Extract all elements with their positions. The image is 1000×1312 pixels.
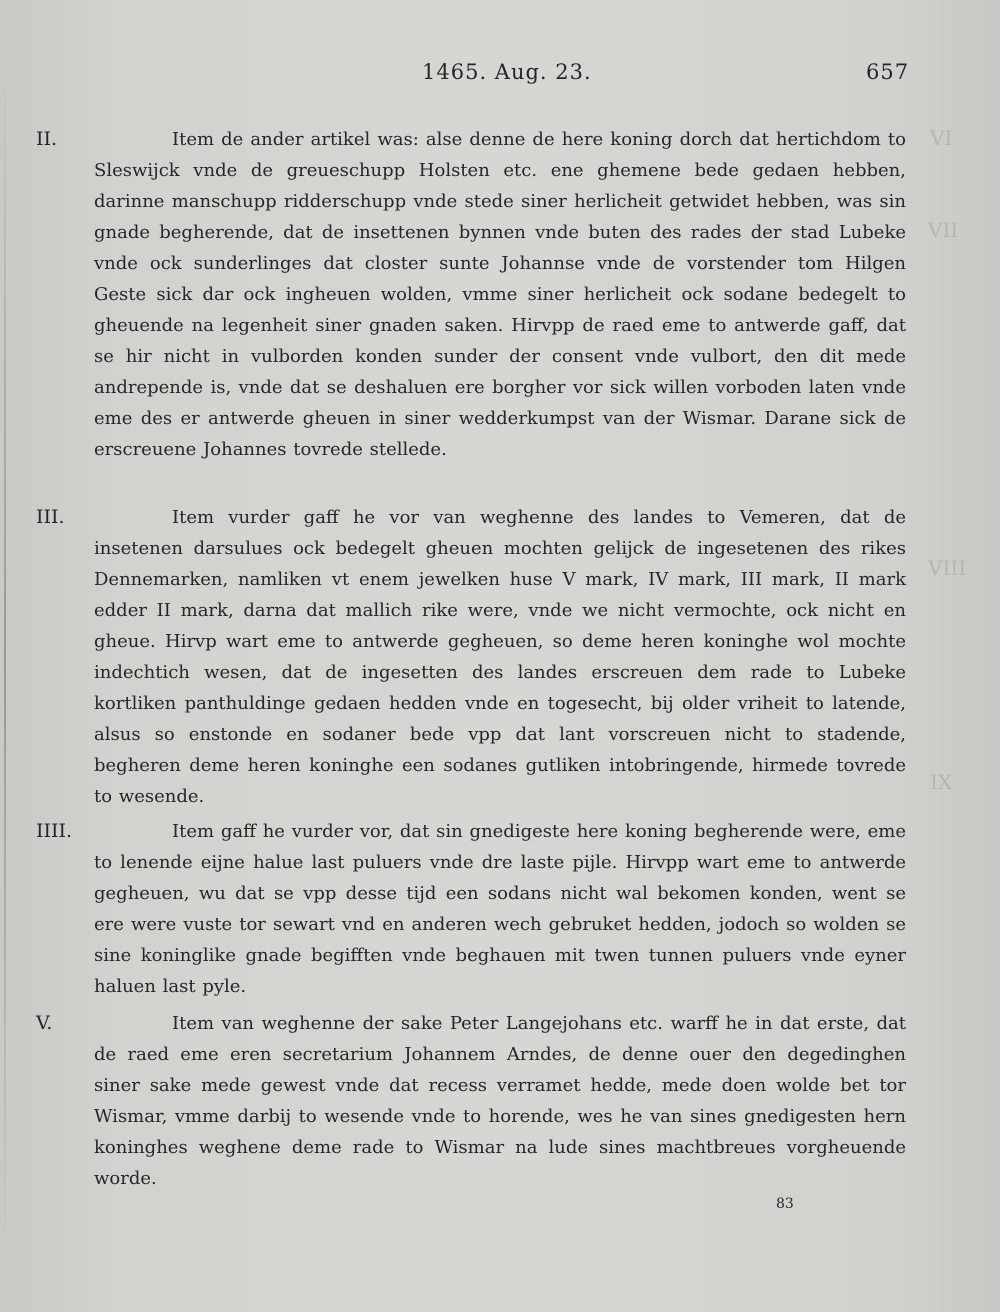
bleed-through-mark: VIII	[928, 556, 967, 580]
bleed-through-mark: VI	[930, 126, 953, 150]
section-text: Item vurder gaff he vor van weghenne des landes to Vemeren, dat de insetenen darsulues ock bedegelt gheuen mochten gelijck de ingesetenen des rikes Dennemarken, namliken vt enem jewelken huse V mark, IV mark, III mark, II mark edder II mark, darna dat mallich rike were, vnde we nicht vermochte, ock nicht en gheue. Hirvp wart eme to antwerde gegheuen, so deme heren koninghe wol mochte indechtich wesen, dat de ingesetten des landes erscreuen dem rade to Lubeke kortliken panthuldinge gedaen hedden vnde en togesecht, bij older vriheit to latende, alsus so enstonde en sodaner bede vpp dat lant vorscreuen nicht to stadende, begheren deme heren koninghe een sodanes gutliken intobringende, hirmede tovrede to wesende.	[94, 507, 906, 807]
section-numeral: II.	[36, 128, 58, 150]
bleed-through-mark: VII	[928, 218, 959, 242]
running-header	[0, 60, 1000, 90]
section-2	[36, 124, 906, 465]
signature-mark: 83	[776, 1196, 794, 1212]
section-numeral: V.	[36, 1012, 53, 1034]
page-number: 657	[866, 60, 910, 84]
section-5	[36, 1008, 906, 1194]
page-gutter-shadow	[4, 60, 6, 1260]
section-numeral: III.	[36, 506, 65, 528]
section-numeral: IIII.	[36, 820, 73, 842]
section-3	[36, 502, 906, 812]
section-text: Item gaff he vurder vor, dat sin gnedigeste here koning begherende were, eme to lenende eijne halue last puluers vnde dre laste pijle. Hirvpp wart eme to antwerde gegheuen, wu dat se vpp desse tijd een sodans nicht wal bekomen konden, went se ere were vuste tor sewart vnd en anderen wech gebruket hedden, jodoch so wolden se sine koninglike gnade begifften vnde beghauen mit twen tunnen puluers vnde eyner haluen last pyle.	[94, 821, 906, 997]
bleed-through-mark: IX	[930, 770, 953, 794]
section-text: Item de ander artikel was: alse denne de here koning dorch dat hertichdom to Sleswijck vnde de greueschupp Holsten etc. ene ghemene bede gedaen hebben, darinne manschupp ridderschupp vnde stede siner herlicheit getwidet hebben, was sin gnade begherende, dat de insettenen bynnen vnde buten des rades der stad Lubeke vnde ock sunderlinges dat closter sunte Johannse vnde de vorstender tom Hilgen Geste sick dar ock ingheuen wolden, vmme siner herlicheit ock sodane bedegelt to gheuende na legenheit siner gnaden saken. Hirvpp de raed eme to antwerde gaff, dat se hir nicht in vulborden konden sunder der consent vnde vulbort, den dit mede andrepende is, vnde dat se deshaluen ere borgher vor sick willen vorboden laten vnde eme des er antwerde gheuen in siner wedderkumpst van der Wismar. Darane sick de erscreuene Johannes tovrede stellede.	[94, 129, 906, 460]
section-text: Item van weghenne der sake Peter Langejohans etc. warff he in dat erste, dat de raed eme eren secretarium Johannem Arndes, de denne ouer den degedinghen siner sake mede gewest vnde dat recess verramet hedde, mede doen wolde bet tor Wismar, vmme darbij to wesende vnde to horende, wes he van sines gnedigesten hern koninghes weghene deme rade to Wismar na lude sines machtbreues vorgheuende worde.	[94, 1013, 906, 1189]
header-date: 1465. Aug. 23.	[422, 60, 592, 84]
section-4	[36, 816, 906, 1002]
